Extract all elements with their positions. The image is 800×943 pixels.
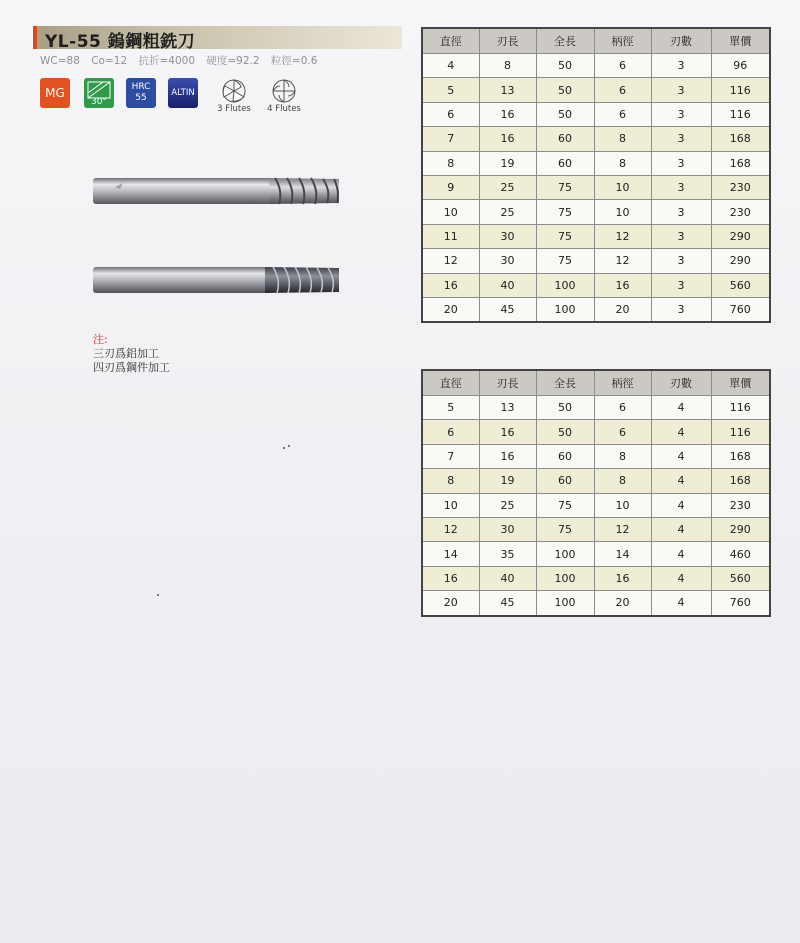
table-cell: 10 <box>594 175 651 199</box>
table-cell: 40 <box>479 566 536 590</box>
col-unit-price: 單價 <box>711 370 770 396</box>
table-cell: 13 <box>479 396 536 420</box>
four-flute-end-mill-image <box>93 264 341 296</box>
table-cell: 30 <box>479 224 536 248</box>
table-row <box>422 200 770 224</box>
table-cell: 75 <box>536 175 594 199</box>
table-row <box>422 249 770 273</box>
table-row <box>422 469 770 493</box>
table-cell: 3 <box>651 224 711 248</box>
spec-grain-size: 粒徑=0.6 <box>270 55 318 67</box>
table-cell: 8 <box>594 444 651 468</box>
table-cell: 45 <box>479 297 536 322</box>
table-cell: 50 <box>536 54 594 78</box>
table-row <box>422 102 770 126</box>
table-header-row <box>422 370 770 396</box>
col-diameter: 直徑 <box>422 370 479 396</box>
price-table-3-flute <box>421 27 771 323</box>
table-cell: 9 <box>422 175 479 199</box>
col-flutes: 刃數 <box>651 370 711 396</box>
scan-speck <box>157 594 159 596</box>
helix-angle-label: 30° <box>91 97 107 107</box>
table-cell: 7 <box>422 444 479 468</box>
table-cell: 5 <box>422 396 479 420</box>
table-cell: 8 <box>479 54 536 78</box>
helix-angle-badge <box>84 78 114 108</box>
table-cell: 4 <box>651 444 711 468</box>
table-cell: 168 <box>711 469 770 493</box>
material-specs <box>40 53 325 68</box>
table-cell: 10 <box>594 200 651 224</box>
col-overall-length: 全長 <box>536 370 594 396</box>
table-cell: 20 <box>594 591 651 616</box>
table-cell: 3 <box>651 273 711 297</box>
table-cell: 168 <box>711 444 770 468</box>
table-cell: 40 <box>479 273 536 297</box>
table-cell: 4 <box>651 591 711 616</box>
table-cell: 100 <box>536 542 594 566</box>
table-cell: 4 <box>651 420 711 444</box>
table-cell: 6 <box>594 396 651 420</box>
coating-badge: ALTIN <box>168 78 198 108</box>
table-cell: 6 <box>594 420 651 444</box>
table-cell: 3 <box>651 249 711 273</box>
table-cell: 5 <box>422 78 479 102</box>
four-flutes-diagram <box>262 78 306 114</box>
four-flutes-label: 4 Flutes <box>267 104 301 114</box>
table-row <box>422 517 770 541</box>
table-cell: 4 <box>651 517 711 541</box>
table-cell: 19 <box>479 151 536 175</box>
table-cell: 6 <box>594 78 651 102</box>
table-header-row <box>422 28 770 54</box>
scan-speck <box>288 445 290 447</box>
table-cell: 50 <box>536 396 594 420</box>
table-cell: 3 <box>651 175 711 199</box>
table-cell: 16 <box>479 102 536 126</box>
table-cell: 230 <box>711 493 770 517</box>
table-cell: 35 <box>479 542 536 566</box>
col-unit-price: 單價 <box>711 28 770 54</box>
table-cell: 4 <box>651 469 711 493</box>
table-cell: 16 <box>479 444 536 468</box>
table-cell: 290 <box>711 249 770 273</box>
table-cell: 96 <box>711 54 770 78</box>
table-cell: 50 <box>536 102 594 126</box>
table-cell: 75 <box>536 493 594 517</box>
table-cell: 760 <box>711 297 770 322</box>
title-bar <box>33 26 402 52</box>
table-cell: 3 <box>651 127 711 151</box>
table-cell: 8 <box>422 151 479 175</box>
table-cell: 16 <box>479 127 536 151</box>
table-cell: 116 <box>711 102 770 126</box>
table-cell: 75 <box>536 224 594 248</box>
price-table-4-flute <box>421 369 771 617</box>
table-cell: 14 <box>422 542 479 566</box>
table-cell: 10 <box>422 493 479 517</box>
note-title: 注: <box>93 333 108 346</box>
table-cell: 60 <box>536 127 594 151</box>
table-row <box>422 273 770 297</box>
spec-bending-strength: 抗折=4000 <box>138 55 196 67</box>
hrc-badge <box>126 78 156 108</box>
table-cell: 3 <box>651 78 711 102</box>
table-cell: 16 <box>422 273 479 297</box>
table-cell: 16 <box>479 420 536 444</box>
table-cell: 60 <box>536 444 594 468</box>
table-cell: 168 <box>711 127 770 151</box>
col-shank-diameter: 柄徑 <box>594 370 651 396</box>
table-cell: 3 <box>651 151 711 175</box>
table-cell: 12 <box>422 249 479 273</box>
table-cell: 4 <box>422 54 479 78</box>
col-diameter: 直徑 <box>422 28 479 54</box>
three-flutes-label: 3 Flutes <box>217 104 251 114</box>
mg-badge: MG <box>40 78 70 108</box>
table-cell: 10 <box>422 200 479 224</box>
table-cell: 100 <box>536 591 594 616</box>
table-cell: 30 <box>479 249 536 273</box>
table-cell: 13 <box>479 78 536 102</box>
table-row <box>422 493 770 517</box>
col-overall-length: 全長 <box>536 28 594 54</box>
table-row <box>422 591 770 616</box>
note-line-3-flute: 三刃爲鋁加工 <box>93 347 159 360</box>
table-cell: 100 <box>536 297 594 322</box>
table-cell: 45 <box>479 591 536 616</box>
usage-note <box>93 333 170 375</box>
table-cell: 116 <box>711 396 770 420</box>
table-cell: 116 <box>711 78 770 102</box>
three-flutes-icon <box>219 78 249 104</box>
table-row <box>422 566 770 590</box>
col-shank-diameter: 柄徑 <box>594 28 651 54</box>
table-cell: 12 <box>594 249 651 273</box>
col-cutting-length: 刃長 <box>479 370 536 396</box>
table-cell: 8 <box>594 151 651 175</box>
table-cell: 25 <box>479 200 536 224</box>
table-row <box>422 54 770 78</box>
table-cell: 3 <box>651 297 711 322</box>
table-cell: 60 <box>536 469 594 493</box>
table-cell: 6 <box>594 54 651 78</box>
note-line-4-flute: 四刃爲鋼件加工 <box>93 361 170 374</box>
hrc-value: 55 <box>135 93 147 103</box>
table-cell: 760 <box>711 591 770 616</box>
spec-wc: WC=88 <box>40 55 80 67</box>
table-cell: 4 <box>651 396 711 420</box>
table-cell: 25 <box>479 175 536 199</box>
table-cell: 8 <box>422 469 479 493</box>
table-cell: 12 <box>422 517 479 541</box>
table-row <box>422 297 770 322</box>
table-cell: 7 <box>422 127 479 151</box>
hrc-label: HRC <box>131 82 151 92</box>
table-cell: 3 <box>651 200 711 224</box>
three-flute-end-mill-image <box>93 175 341 207</box>
table-cell: 20 <box>422 297 479 322</box>
table-cell: 60 <box>536 151 594 175</box>
table-row <box>422 224 770 248</box>
table-row <box>422 396 770 420</box>
table-cell: 75 <box>536 200 594 224</box>
spec-co: Co=12 <box>91 55 128 67</box>
table-cell: 100 <box>536 566 594 590</box>
table-cell: 20 <box>422 591 479 616</box>
table-cell: 11 <box>422 224 479 248</box>
page-title: YL-55 鎢鋼粗銑刀 <box>45 32 196 52</box>
table-cell: 290 <box>711 517 770 541</box>
table-cell: 25 <box>479 493 536 517</box>
table-cell: 100 <box>536 273 594 297</box>
col-cutting-length: 刃長 <box>479 28 536 54</box>
table-cell: 4 <box>651 566 711 590</box>
four-flutes-icon <box>269 78 299 104</box>
table-cell: 10 <box>594 493 651 517</box>
three-flutes-diagram <box>214 78 254 114</box>
table-cell: 8 <box>594 469 651 493</box>
table-cell: 12 <box>594 224 651 248</box>
table-cell: 50 <box>536 420 594 444</box>
table-cell: 3 <box>651 54 711 78</box>
table-row <box>422 542 770 566</box>
table-cell: 230 <box>711 200 770 224</box>
table-cell: 560 <box>711 273 770 297</box>
table-cell: 230 <box>711 175 770 199</box>
table-cell: 460 <box>711 542 770 566</box>
table-cell: 19 <box>479 469 536 493</box>
table-cell: 3 <box>651 102 711 126</box>
table-cell: 16 <box>594 566 651 590</box>
table-cell: 30 <box>479 517 536 541</box>
table-cell: 116 <box>711 420 770 444</box>
table-cell: 6 <box>594 102 651 126</box>
table-cell: 290 <box>711 224 770 248</box>
table-row <box>422 78 770 102</box>
table-cell: 20 <box>594 297 651 322</box>
table-cell: 560 <box>711 566 770 590</box>
table-row <box>422 127 770 151</box>
table-cell: 75 <box>536 249 594 273</box>
scan-speck <box>283 447 285 449</box>
spec-hardness: 硬度=92.2 <box>206 55 260 67</box>
table-row <box>422 444 770 468</box>
table-cell: 168 <box>711 151 770 175</box>
table-row <box>422 420 770 444</box>
table-cell: 8 <box>594 127 651 151</box>
table-cell: 4 <box>651 542 711 566</box>
table-cell: 16 <box>594 273 651 297</box>
col-flutes: 刃數 <box>651 28 711 54</box>
table-cell: 50 <box>536 78 594 102</box>
table-cell: 12 <box>594 517 651 541</box>
table-cell: 16 <box>422 566 479 590</box>
table-cell: 6 <box>422 102 479 126</box>
table-row <box>422 151 770 175</box>
table-cell: 14 <box>594 542 651 566</box>
table-row <box>422 175 770 199</box>
table-cell: 75 <box>536 517 594 541</box>
table-cell: 6 <box>422 420 479 444</box>
table-cell: 4 <box>651 493 711 517</box>
